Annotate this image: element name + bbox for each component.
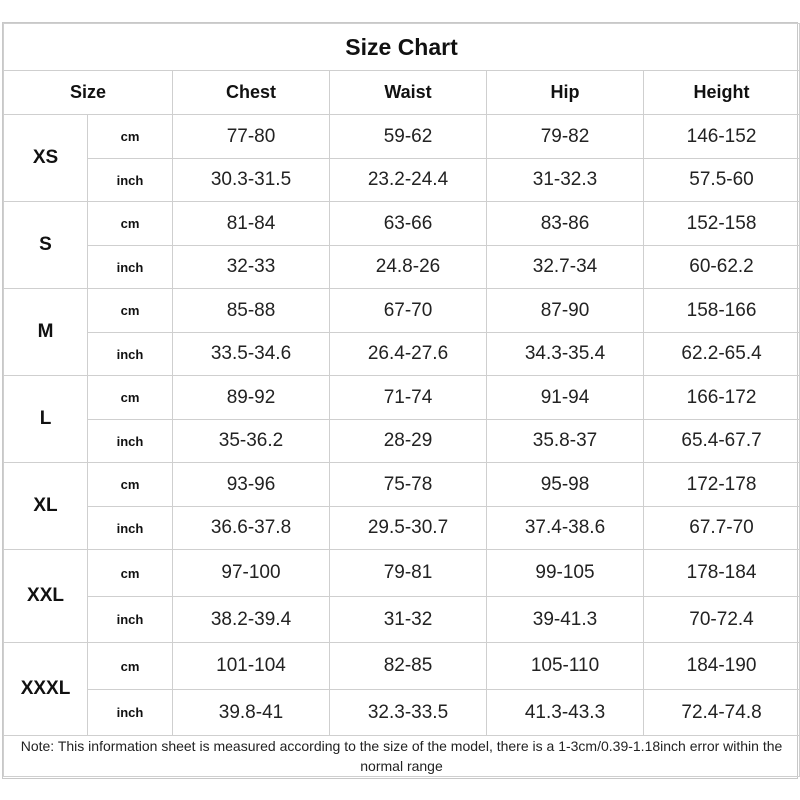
height-value: 158-166 bbox=[644, 289, 800, 333]
hip-value: 39-41.3 bbox=[487, 597, 644, 643]
table-row bbox=[4, 550, 800, 597]
table-row bbox=[4, 463, 800, 507]
height-value: 67.7-70 bbox=[644, 507, 800, 550]
chest-value: 30.3-31.5 bbox=[173, 159, 330, 202]
table-row bbox=[4, 597, 800, 643]
unit-label-inch: inch bbox=[88, 690, 173, 736]
hip-value: 79-82 bbox=[487, 115, 644, 159]
waist-value: 79-81 bbox=[330, 550, 487, 597]
height-value: 62.2-65.4 bbox=[644, 333, 800, 376]
waist-value: 28-29 bbox=[330, 420, 487, 463]
chart-title: Size Chart bbox=[4, 24, 800, 71]
waist-value: 63-66 bbox=[330, 202, 487, 246]
unit-label-inch: inch bbox=[88, 597, 173, 643]
header-height: Height bbox=[644, 71, 800, 115]
hip-value: 87-90 bbox=[487, 289, 644, 333]
size-label: M bbox=[4, 289, 88, 376]
table-row bbox=[4, 246, 800, 289]
unit-label-inch: inch bbox=[88, 507, 173, 550]
waist-value: 29.5-30.7 bbox=[330, 507, 487, 550]
height-value: 65.4-67.7 bbox=[644, 420, 800, 463]
hip-value: 32.7-34 bbox=[487, 246, 644, 289]
size-chart-table bbox=[3, 23, 800, 777]
hip-value: 31-32.3 bbox=[487, 159, 644, 202]
hip-value: 105-110 bbox=[487, 643, 644, 690]
hip-value: 83-86 bbox=[487, 202, 644, 246]
chest-value: 36.6-37.8 bbox=[173, 507, 330, 550]
waist-value: 24.8-26 bbox=[330, 246, 487, 289]
height-value: 152-158 bbox=[644, 202, 800, 246]
height-value: 146-152 bbox=[644, 115, 800, 159]
height-value: 184-190 bbox=[644, 643, 800, 690]
waist-value: 59-62 bbox=[330, 115, 487, 159]
unit-label-inch: inch bbox=[88, 333, 173, 376]
chest-value: 89-92 bbox=[173, 376, 330, 420]
unit-label-cm: cm bbox=[88, 463, 173, 507]
table-row bbox=[4, 115, 800, 159]
table-row bbox=[4, 690, 800, 736]
waist-value: 23.2-24.4 bbox=[330, 159, 487, 202]
size-label: L bbox=[4, 376, 88, 463]
unit-label-cm: cm bbox=[88, 376, 173, 420]
unit-label-cm: cm bbox=[88, 643, 173, 690]
size-label: S bbox=[4, 202, 88, 289]
unit-label-cm: cm bbox=[88, 550, 173, 597]
chest-value: 93-96 bbox=[173, 463, 330, 507]
table-row bbox=[4, 202, 800, 246]
waist-value: 67-70 bbox=[330, 289, 487, 333]
unit-label-inch: inch bbox=[88, 159, 173, 202]
height-value: 60-62.2 bbox=[644, 246, 800, 289]
chest-value: 77-80 bbox=[173, 115, 330, 159]
waist-value: 32.3-33.5 bbox=[330, 690, 487, 736]
hip-value: 35.8-37 bbox=[487, 420, 644, 463]
chest-value: 35-36.2 bbox=[173, 420, 330, 463]
unit-label-inch: inch bbox=[88, 420, 173, 463]
size-chart-body bbox=[4, 115, 800, 736]
height-value: 172-178 bbox=[644, 463, 800, 507]
header-size: Size bbox=[4, 71, 173, 115]
chest-value: 81-84 bbox=[173, 202, 330, 246]
height-value: 57.5-60 bbox=[644, 159, 800, 202]
chest-value: 33.5-34.6 bbox=[173, 333, 330, 376]
hip-value: 34.3-35.4 bbox=[487, 333, 644, 376]
chest-value: 39.8-41 bbox=[173, 690, 330, 736]
header-waist: Waist bbox=[330, 71, 487, 115]
size-label: XS bbox=[4, 115, 88, 202]
waist-value: 26.4-27.6 bbox=[330, 333, 487, 376]
table-row bbox=[4, 376, 800, 420]
height-value: 166-172 bbox=[644, 376, 800, 420]
hip-value: 37.4-38.6 bbox=[487, 507, 644, 550]
table-row bbox=[4, 643, 800, 690]
height-value: 178-184 bbox=[644, 550, 800, 597]
height-value: 70-72.4 bbox=[644, 597, 800, 643]
unit-label-cm: cm bbox=[88, 202, 173, 246]
table-row bbox=[4, 159, 800, 202]
chest-value: 32-33 bbox=[173, 246, 330, 289]
hip-value: 91-94 bbox=[487, 376, 644, 420]
table-row bbox=[4, 289, 800, 333]
waist-value: 31-32 bbox=[330, 597, 487, 643]
unit-label-cm: cm bbox=[88, 115, 173, 159]
header-hip: Hip bbox=[487, 71, 644, 115]
table-row bbox=[4, 420, 800, 463]
chest-value: 101-104 bbox=[173, 643, 330, 690]
table-row bbox=[4, 507, 800, 550]
waist-value: 75-78 bbox=[330, 463, 487, 507]
size-label: XXXL bbox=[4, 643, 88, 736]
chest-value: 97-100 bbox=[173, 550, 330, 597]
header-chest: Chest bbox=[173, 71, 330, 115]
height-value: 72.4-74.8 bbox=[644, 690, 800, 736]
hip-value: 41.3-43.3 bbox=[487, 690, 644, 736]
hip-value: 99-105 bbox=[487, 550, 644, 597]
unit-label-inch: inch bbox=[88, 246, 173, 289]
waist-value: 71-74 bbox=[330, 376, 487, 420]
chest-value: 85-88 bbox=[173, 289, 330, 333]
size-label: XXL bbox=[4, 550, 88, 643]
hip-value: 95-98 bbox=[487, 463, 644, 507]
size-chart bbox=[2, 22, 798, 779]
waist-value: 82-85 bbox=[330, 643, 487, 690]
table-row bbox=[4, 333, 800, 376]
size-label: XL bbox=[4, 463, 88, 550]
unit-label-cm: cm bbox=[88, 289, 173, 333]
measurement-note: Note: This information sheet is measured according to the size of the model, there is a 1-3cm/0.39-1.18inch error within the normal range bbox=[4, 736, 800, 777]
chest-value: 38.2-39.4 bbox=[173, 597, 330, 643]
